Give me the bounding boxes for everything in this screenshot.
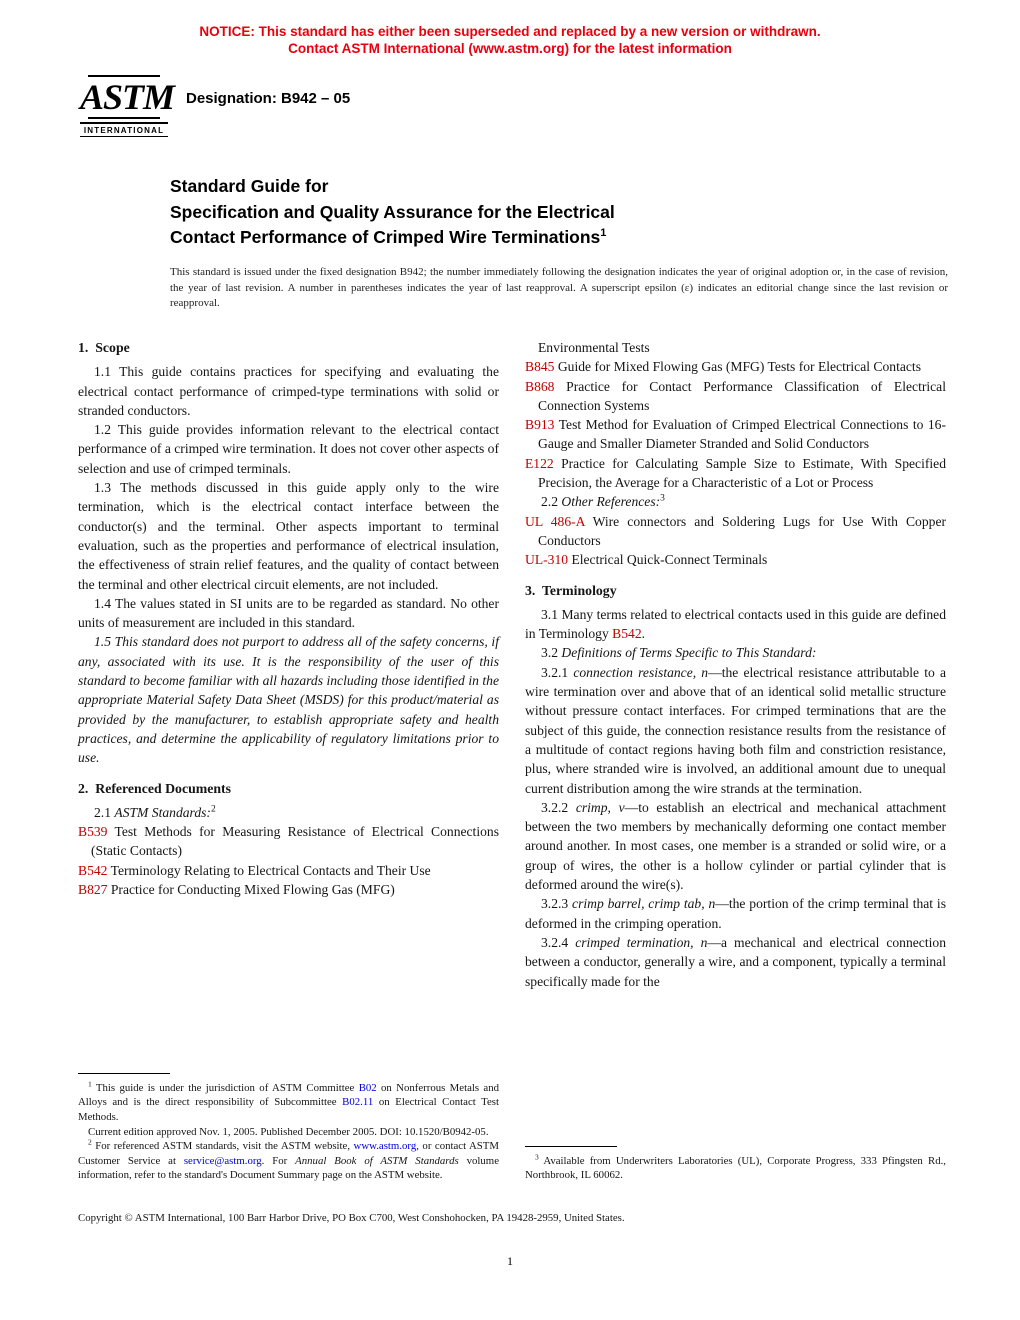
- title-line-1: Standard Guide for: [170, 176, 329, 196]
- standard-link-b868[interactable]: B868: [525, 378, 555, 394]
- right-column: [525, 338, 946, 1183]
- subcommittee-link-b02-11[interactable]: B02.11: [342, 1096, 374, 1109]
- footnote-1-text-2: on Nonferrous Metals and Alloys and is the direct responsibility of Subcommittee: [78, 1081, 499, 1109]
- footnote-2-text-2: , or contact ASTM Customer Service at: [78, 1140, 499, 1167]
- footnote-2-text-1: For referenced ASTM standards, visit the ASTM website,: [91, 1140, 354, 1153]
- terminology-3-1-text-2: .: [641, 626, 646, 642]
- standard-link-ul486a[interactable]: UL 486-A: [525, 513, 585, 529]
- definition-term: crimped termination, n: [575, 934, 708, 950]
- reference-item-b539: [78, 822, 499, 861]
- left-footnotes: [78, 1059, 499, 1183]
- other-references-subheading: [525, 492, 946, 511]
- definition-3-2-3: [525, 894, 946, 933]
- definition-number: 3.2.1: [541, 664, 574, 680]
- footnote-marker-3: 3: [660, 493, 665, 504]
- reference-item-b913: [525, 415, 946, 454]
- designation-label: Designation: B942 – 05: [186, 90, 351, 107]
- logo-international-label: INTERNATIONAL: [80, 122, 168, 137]
- issue-note-designation: B942: [399, 266, 424, 278]
- reference-title: Practice for Contact Performance Classification of Electrical Connection Systems: [538, 378, 946, 413]
- astm-logo: [80, 74, 175, 137]
- section-heading-referenced-documents: 2. Referenced Documents: [78, 780, 232, 796]
- reference-title: Wire connectors and Soldering Lugs for Use With Copper Conductors: [538, 513, 947, 548]
- page-number: 1: [507, 1254, 513, 1268]
- title-block: [170, 174, 940, 251]
- definition-number: 3.2.2: [541, 799, 576, 815]
- supersession-notice: [0, 24, 1020, 57]
- footnote-separator: [78, 1073, 170, 1074]
- header: [80, 74, 350, 137]
- standard-link-b913[interactable]: B913: [525, 417, 555, 433]
- issue-note-text-2: ; the number immediately following the designation indicates the year of original adoption or, in the case of revision, the year of last revision. A number in parentheses indicates the year of last reapproval. A superscript epsilon (ε) indicates an editorial change since the last revision or reapproval.: [170, 266, 948, 309]
- footnote-separator: [525, 1146, 617, 1147]
- issue-note: [170, 265, 948, 312]
- subsection-title: Definitions of Terms Specific to This Standard:: [561, 645, 817, 661]
- standard-link-b542[interactable]: B542: [78, 862, 108, 878]
- title-line-3-text: Contact Performance of Crimped Wire Terminations: [170, 227, 601, 247]
- title-line-3: [170, 225, 940, 251]
- footnote-2: [78, 1139, 499, 1183]
- definition-text: —to establish an electrical and mechanical attachment between the two members by mechanically deforming one contact member around another. In most cases, one member is a stranded or solid wire, or a group of wires, the other is a hollow cylinder or partial cylinder that is deformed around the wire(s).: [525, 799, 946, 893]
- footnote-1-edition: Current edition approved Nov. 1, 2005. Published December 2005. DOI: 10.1520/B0942-05.: [88, 1125, 489, 1138]
- subsection-title: Other References:: [561, 494, 661, 510]
- title-footnote-marker: 1: [600, 227, 607, 240]
- footnote-marker-2: 2: [210, 804, 216, 815]
- definition-text: —the portion of the crimp terminal that is deformed in the crimping operation.: [525, 896, 946, 931]
- footnote-1: [78, 1081, 499, 1125]
- definition-number: 3.2.3: [541, 896, 573, 912]
- reference-item-ul310: [525, 550, 946, 569]
- standard-link-e122[interactable]: E122: [525, 455, 554, 471]
- title-line-2: Specification and Quality Assurance for the Electrical: [170, 201, 615, 222]
- reference-item-b827: [78, 880, 499, 899]
- left-column: [78, 338, 499, 1183]
- astm-website-link[interactable]: www.astm.org: [353, 1140, 417, 1153]
- notice-line-1: NOTICE: This standard has either been superseded and replaced by a new version or withdrawn.: [199, 24, 821, 39]
- footnote-3: [525, 1154, 946, 1183]
- scope-paragraph-1-2: 1.2 This guide provides information relevant to the electrical contact performance of a crimped wire termination. It does not cover other aspects of selection and use of crimped terminals.: [78, 422, 499, 476]
- subsection-number: 2.2: [541, 494, 562, 510]
- footnote-3-marker: 3: [535, 1152, 539, 1162]
- committee-link-b02[interactable]: B02: [358, 1081, 377, 1094]
- notice-line-2: Contact ASTM International (www.astm.org) for the latest information: [288, 40, 732, 56]
- definition-number: 3.2.4: [541, 934, 576, 950]
- reference-item-b542: [78, 861, 499, 880]
- standard-link-b539[interactable]: B539: [78, 824, 108, 840]
- reference-item-b868: [525, 377, 946, 416]
- reference-title: Test Methods for Measuring Resistance of Electrical Connections (Static Contacts): [91, 824, 499, 859]
- astm-service-email-link[interactable]: service@astm.org: [183, 1154, 262, 1167]
- standard-link-b827[interactable]: B827: [78, 882, 108, 898]
- footnote-1-marker: 1: [88, 1079, 92, 1089]
- reference-title: Test Method for Evaluation of Crimped Electrical Connections to 16-Gauge and Smaller Diameter Stranded and Solid Conductors: [538, 417, 946, 452]
- annual-book-title: Annual Book of ASTM Standards: [295, 1154, 459, 1167]
- terminology-paragraph-3-1: [525, 605, 946, 644]
- section-heading-scope: 1. Scope: [78, 340, 130, 355]
- standard-link-ul310[interactable]: UL-310: [525, 552, 569, 568]
- definition-3-2-1: [525, 663, 946, 798]
- definition-3-2-2: [525, 798, 946, 894]
- scope-paragraph-1-3: 1.3 The methods discussed in this guide apply only to the wire termination, which is the electrical contact interface between the conductor(s) and the terminal. Other aspects important to terminal evaluation, such as the properties and performance of electrical insulation, the effectiveness of strain relief features, and the quality of contact between the terminal and other electrical circuit elements, are not included.: [78, 480, 499, 592]
- body-columns: [78, 338, 946, 1183]
- definition-text: —the electrical resistance attributable to a wire termination over and above that of an identical solid metallic structure without pressure contact interfaces. For crimped terminations that are the subject of this guide, the connection resistance results from the resistance of a multitude of contact regions having both film and constriction resistance, plus, where stranded wire is involved, an additional amount due to unequal current distribution among the wire strands at the termination.: [525, 664, 946, 796]
- definition-text: —a mechanical and electrical connection between a conductor, generally a wire, and a component, typically a terminal specifically made for the: [525, 934, 946, 989]
- subsection-number: 2.1: [94, 804, 115, 820]
- definition-3-2-4: [525, 933, 946, 991]
- scope-paragraph-1-5: 1.5 This standard does not purport to address all of the safety concerns, if any, associated with its use. It is the responsibility of the user of this standard to become familiar with all hazards including those identified in the appropriate Material Safety Data Sheet (MSDS) for this product/material as provided by the manufacturer, to establish appropriate safety and health practices, and determine the applicability of regulatory limitations prior to use.: [78, 634, 499, 766]
- astm-standards-subheading: [78, 803, 499, 822]
- logo-stripe-bottom: [88, 117, 160, 119]
- reference-item-b845: [525, 357, 946, 376]
- scope-paragraph-1-1: 1.1 This guide contains practices for specifying and evaluating the electrical contact performance of crimped-type terminations with solid or stranded conductors.: [78, 364, 499, 418]
- reference-title: Guide for Mixed Flowing Gas (MFG) Tests for Electrical Contacts: [554, 359, 921, 375]
- reference-title: Terminology Relating to Electrical Contacts and Their Use: [107, 862, 431, 878]
- right-footnotes: [525, 1132, 946, 1183]
- reference-title: Practice for Calculating Sample Size to Estimate, With Specified Precision, the Average for a Characteristic of a Lot or Process: [538, 455, 946, 491]
- reference-title: Practice for Conducting Mixed Flowing Gas (MFG): [107, 882, 395, 898]
- definition-term: crimp, v: [575, 799, 625, 815]
- reference-item-ul486a: [525, 512, 946, 551]
- reference-title: Electrical Quick-Connect Terminals: [568, 552, 768, 568]
- footnote-1-text-3: on Electrical Contact Test Methods.: [78, 1096, 499, 1124]
- scope-paragraph-1-4: 1.4 The values stated in SI units are to be regarded as standard. No other units of measurement are included in this standard.: [78, 595, 499, 631]
- reference-item-b827-continuation: Environmental Tests: [538, 340, 650, 355]
- reference-item-e122: [525, 454, 946, 493]
- issue-note-text-1: This standard is issued under the fixed designation: [170, 266, 400, 278]
- section-heading-terminology: 3. Terminology: [525, 582, 617, 598]
- footnote-2-text-4: volume information, refer to the standard's Document Summary page on the ASTM website.: [78, 1154, 499, 1182]
- subsection-number: 3.2: [541, 645, 562, 661]
- definition-term: crimp barrel, crimp tab, n: [572, 896, 716, 912]
- definition-term: connection resistance, n: [573, 664, 709, 680]
- footnote-1-text-1: This guide is under the jurisdiction of ASTM Committee: [91, 1081, 359, 1094]
- subsection-title: ASTM Standards:: [114, 804, 211, 820]
- footnote-3-text: Available from Underwriters Laboratories (UL), Corporate Progress, 333 Pfingsten Rd., Northbrook, IL 60062.: [525, 1154, 946, 1182]
- footnote-2-marker: 2: [88, 1137, 92, 1147]
- standard-link-b845[interactable]: B845: [525, 359, 555, 375]
- terminology-3-1-text-1: 3.1 Many terms related to electrical contacts used in this guide are defined in Terminology: [525, 606, 946, 642]
- logo-wordmark: ASTM: [80, 77, 175, 117]
- copyright-line: Copyright © ASTM International, 100 Barr Harbor Drive, PO Box C700, West Conshohocken, PA 19428-2959, United States.: [78, 1212, 625, 1224]
- terminology-paragraph-3-2: [525, 643, 946, 662]
- footnote-2-text-3: . For: [261, 1154, 296, 1167]
- standard-link-b542-inline[interactable]: B542: [612, 626, 642, 642]
